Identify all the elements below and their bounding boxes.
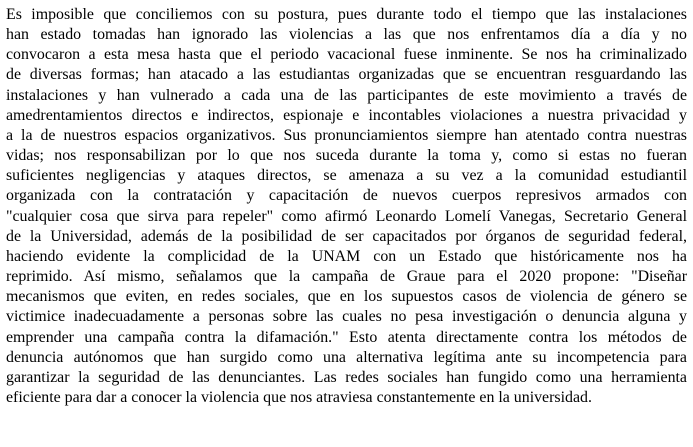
text-line: garantizar la seguridad de las denunciantes. Las redes sociales han fungido como una herramienta bbox=[6, 368, 687, 386]
text-line: Es imposible que conciliemos con su postura, pues durante todo el tiempo que las instalaciones bbox=[6, 6, 687, 23]
body-paragraph bbox=[6, 5, 687, 408]
text-line: convocaron a esta mesa hasta que el periodo vacacional fuese inminente. Se nos ha criminalizado bbox=[6, 46, 687, 64]
text-line: de la Universidad, además de la posibilidad de ser capacitados por órganos de seguridad federal, bbox=[6, 227, 687, 245]
text-line: vidas; nos responsabilizan por lo que nos suceda durante la toma y, como si estas no fueran bbox=[6, 147, 687, 165]
text-line: organizada con la contratación y capacitación de nuevos cuerpos represivos armados con bbox=[6, 187, 687, 205]
text-line: denuncia autónomos que han surgido como una alternativa legítima ante su incompetencia para bbox=[6, 348, 687, 366]
text-line: mecanismos que eviten, en redes sociales, que en los supuestos casos de violencia de género se bbox=[6, 288, 687, 306]
text-line: "cualquier cosa que sirva para repeler" como afirmó Leonardo Lomelí Vanegas, Secretario General bbox=[6, 207, 687, 225]
text-line: victimice inadecuadamente a personas sobre las cuales no pesa investigación o denuncia alguna y bbox=[6, 308, 687, 326]
text-line: instalaciones y han vulnerado a cada una de las participantes de este movimiento a través de bbox=[6, 86, 687, 104]
text-line: suficientes negligencias y ataques directos, se amenaza a su vez a la comunidad estudiantil bbox=[6, 167, 687, 185]
text-line: eficiente para dar a conocer la violencia que nos atraviesa constantemente en la universidad. bbox=[6, 388, 592, 406]
text-line: de diversas formas; han atacado a las estudiantas organizadas que se encuentran resguardando las bbox=[6, 66, 687, 84]
text-line: reprimido. Así mismo, señalamos que la campaña de Graue para el 2020 propone: "Diseñar bbox=[6, 268, 687, 286]
text-line: a la de nuestros espacios organizativos. Sus pronunciamientos siempre han atentado contra nuestras bbox=[6, 126, 687, 144]
text-line: haciendo evidente la complicidad de la UNAM con un Estado que históricamente nos ha bbox=[6, 247, 687, 265]
text-line: han estado tomadas han ignorado las violencias a las que nos enfrentamos día a día y no bbox=[6, 26, 687, 44]
text-line: emprender una campaña contra la difamación." Esto atenta directamente contra los métodos de bbox=[6, 328, 687, 346]
text-line: amedrentamientos directos e indirectos, espionaje e incontables violaciones a nuestra privacidad y bbox=[6, 106, 687, 124]
